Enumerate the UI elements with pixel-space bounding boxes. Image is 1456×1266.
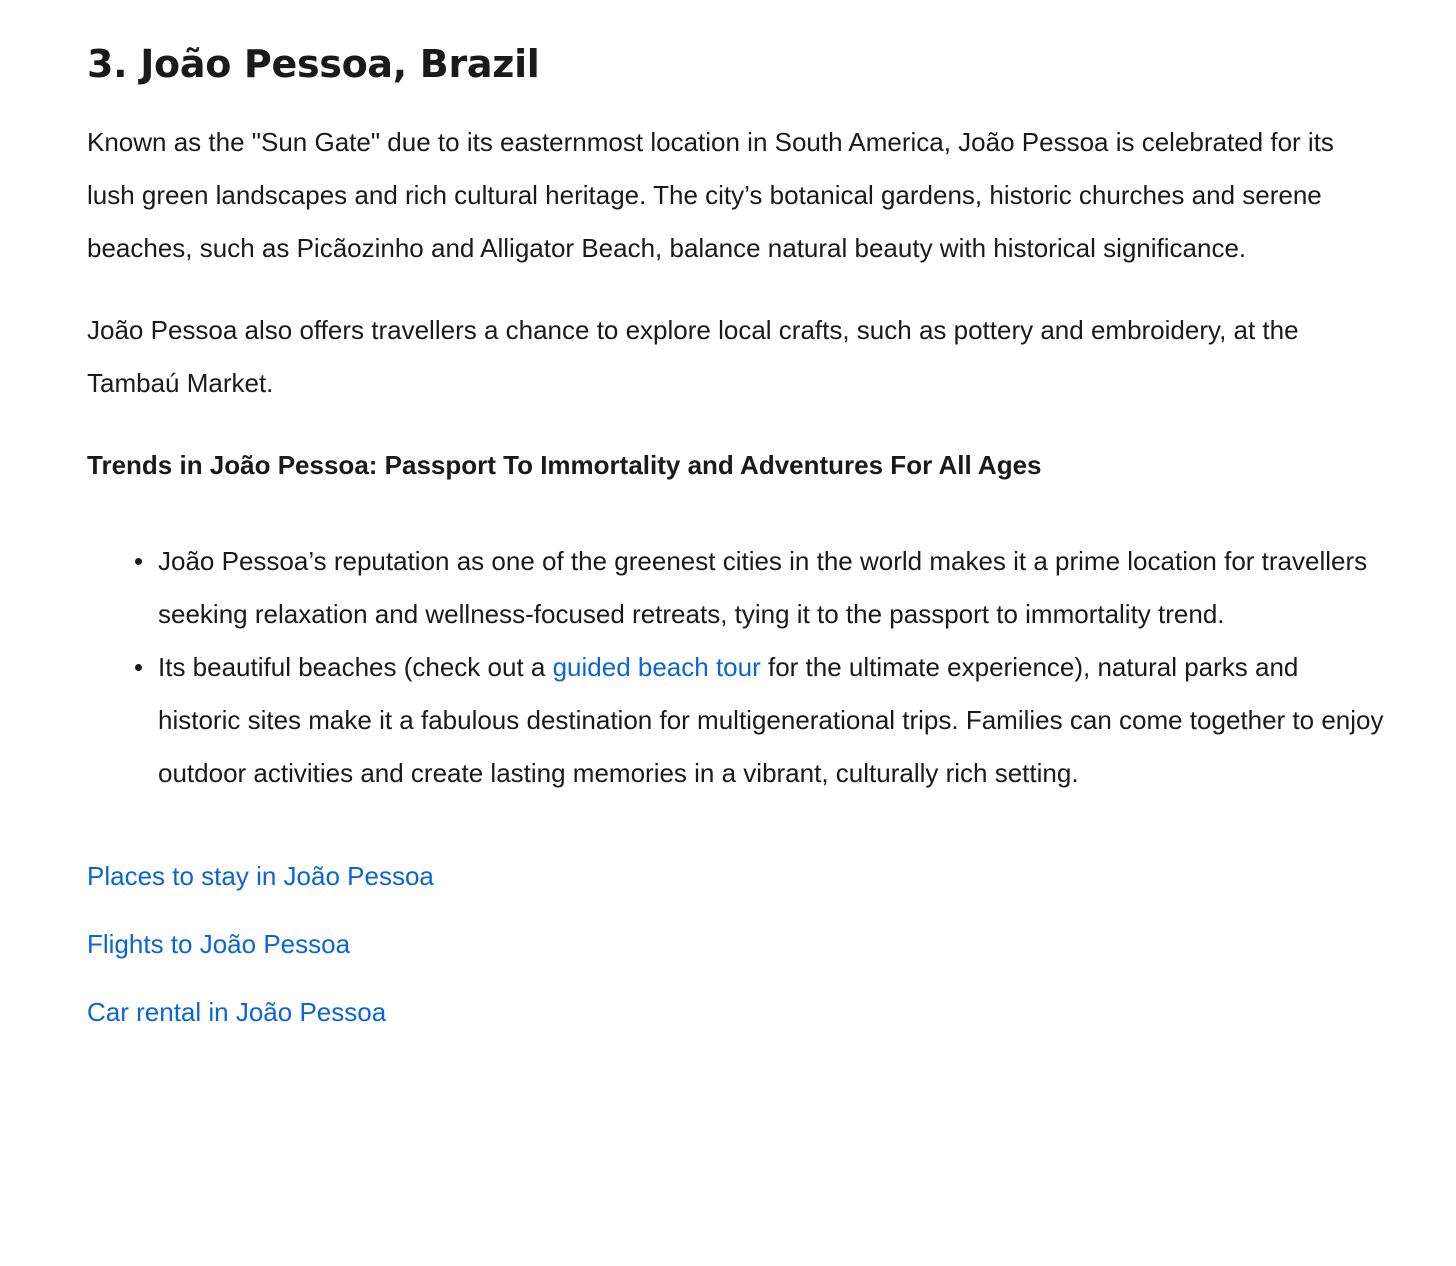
bullet-dot-icon bbox=[135, 558, 142, 565]
trends-heading: Trends in João Pessoa: Passport To Immortality and Adventures For All Ages bbox=[87, 450, 1042, 480]
car-rental-link[interactable]: Car rental in João Pessoa bbox=[87, 997, 387, 1027]
bullet-text-after-link: for the ultimate experience), natural parks and historic sites make it a fabulous destination for multigenerational trips. Families can come together to enjoy outdoor activities and create lasting memories in a vibrant, culturally rich setting. bbox=[158, 652, 1384, 788]
list-item bbox=[158, 535, 1387, 641]
section-title: 3. João Pessoa, Brazil bbox=[87, 42, 540, 86]
bullet-dot-icon bbox=[135, 664, 142, 671]
places-to-stay-link[interactable]: Places to stay in João Pessoa bbox=[87, 861, 434, 891]
trends-list bbox=[87, 535, 1387, 800]
article-section bbox=[87, 38, 1387, 1062]
related-links bbox=[87, 858, 1387, 1030]
flights-link[interactable]: Flights to João Pessoa bbox=[87, 929, 351, 959]
bullet-text-before-link: Its beautiful beaches (check out a bbox=[158, 652, 553, 682]
guided-beach-tour-link[interactable]: guided beach tour bbox=[552, 652, 761, 682]
bullet-text: João Pessoa’s reputation as one of the greenest cities in the world makes it a prime location for travellers seeking relaxation and wellness-focused retreats, tying it to the passport to immortality trend. bbox=[158, 546, 1368, 629]
intro-paragraph: Known as the "Sun Gate" due to its easternmost location in South America, João Pessoa is celebrated for its lush green landscapes and rich cultural heritage. The city’s botanical gardens, historic churches and serene beaches, such as Picãozinho and Alligator Beach, balance natural beauty with historical significance. bbox=[87, 127, 1334, 263]
list-item bbox=[158, 641, 1387, 800]
crafts-paragraph: João Pessoa also offers travellers a chance to explore local crafts, such as pottery and embroidery, at the Tambaú Market. bbox=[87, 315, 1299, 398]
